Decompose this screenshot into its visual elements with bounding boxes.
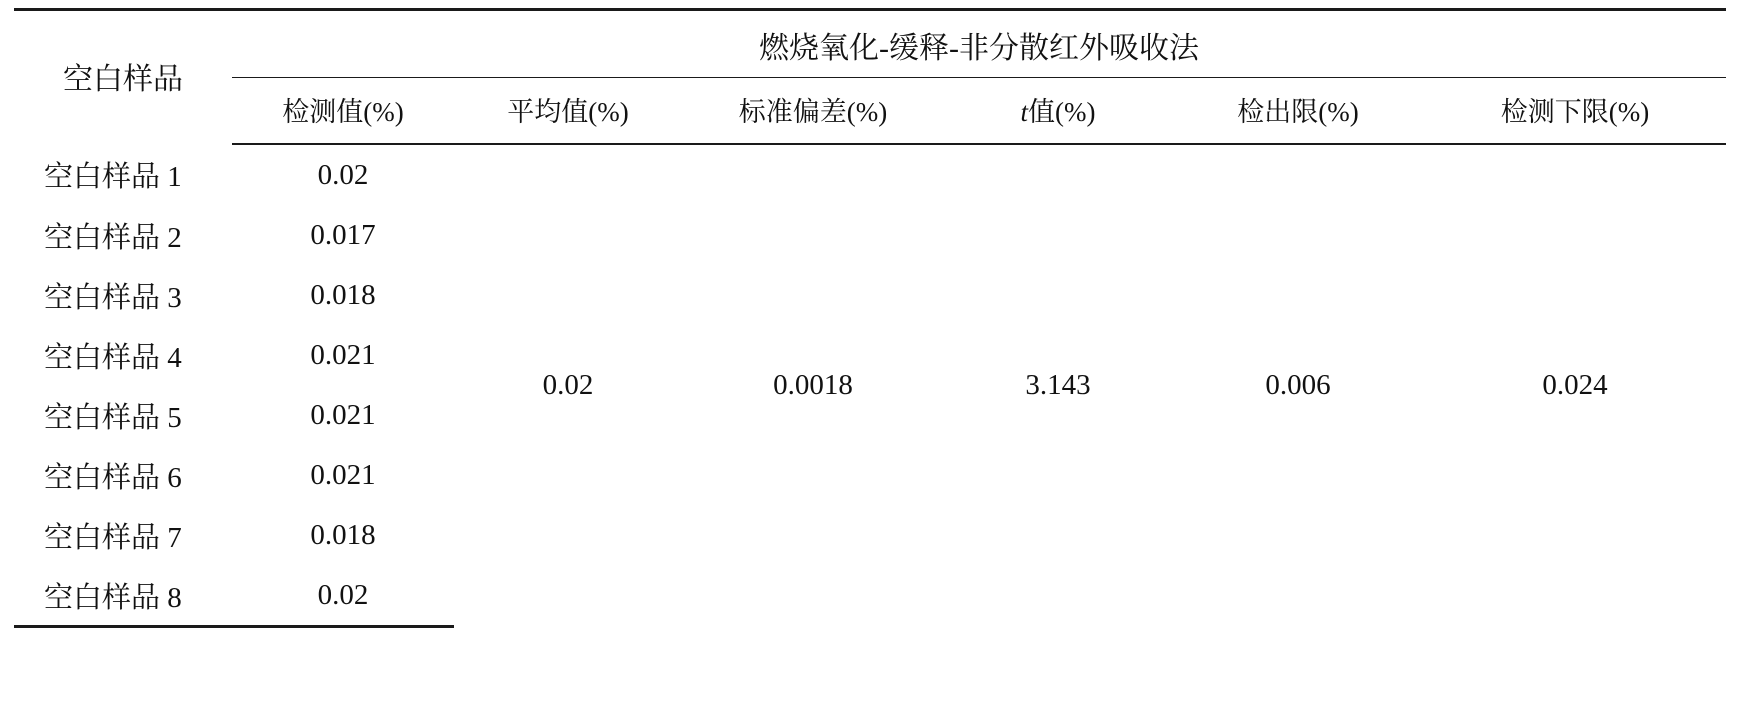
table-header xyxy=(14,10,1726,145)
blank-sample-results-table xyxy=(14,8,1726,628)
sample-measured-value: 0.02 xyxy=(317,158,369,191)
header-row-sub xyxy=(14,78,1726,145)
summary-lower-detection-limit: 0.024 xyxy=(1542,369,1608,402)
sample-measured-value: 0.018 xyxy=(310,518,376,551)
header-t-symbol: t xyxy=(1020,97,1029,127)
header-detection-limit: 检出限(%) xyxy=(1172,78,1424,145)
sample-measured-value: 0.017 xyxy=(310,218,376,251)
summary-standard-deviation: 0.0018 xyxy=(773,369,853,402)
sample-measured-value: 0.021 xyxy=(310,458,376,491)
header-t-rest: 值(%) xyxy=(1028,97,1096,127)
header-t-value xyxy=(944,78,1172,145)
sample-name: 空白样品 4 xyxy=(44,341,182,374)
summary-t-value: 3.143 xyxy=(1025,369,1091,402)
summary-mean-value: 0.02 xyxy=(542,369,594,402)
header-measured-value: 检测值(%) xyxy=(232,78,454,145)
header-standard-deviation: 标准偏差(%) xyxy=(682,78,944,145)
sample-name: 空白样品 7 xyxy=(44,521,182,554)
sample-name: 空白样品 2 xyxy=(44,221,182,254)
header-row-group xyxy=(14,10,1726,78)
table-body xyxy=(14,144,1726,627)
sample-name: 空白样品 6 xyxy=(44,461,182,494)
sample-name: 空白样品 3 xyxy=(44,281,182,314)
sample-measured-value: 0.021 xyxy=(310,398,376,431)
sample-name: 空白样品 5 xyxy=(44,401,182,434)
sample-measured-value: 0.018 xyxy=(310,278,376,311)
sample-measured-value: 0.021 xyxy=(310,338,376,371)
sample-name: 空白样品 8 xyxy=(14,565,232,627)
sample-measured-value: 0.02 xyxy=(232,565,454,627)
header-mean-value: 平均值(%) xyxy=(454,78,682,145)
header-group-method: 燃烧氧化-缓释-非分散红外吸收法 xyxy=(232,10,1726,78)
sample-name: 空白样品 1 xyxy=(44,161,182,193)
summary-detection-limit: 0.006 xyxy=(1265,369,1331,402)
header-stub-blank-sample: 空白样品 xyxy=(14,10,232,145)
header-lower-detection-limit: 检测下限(%) xyxy=(1424,78,1726,145)
table-row xyxy=(14,144,1726,205)
